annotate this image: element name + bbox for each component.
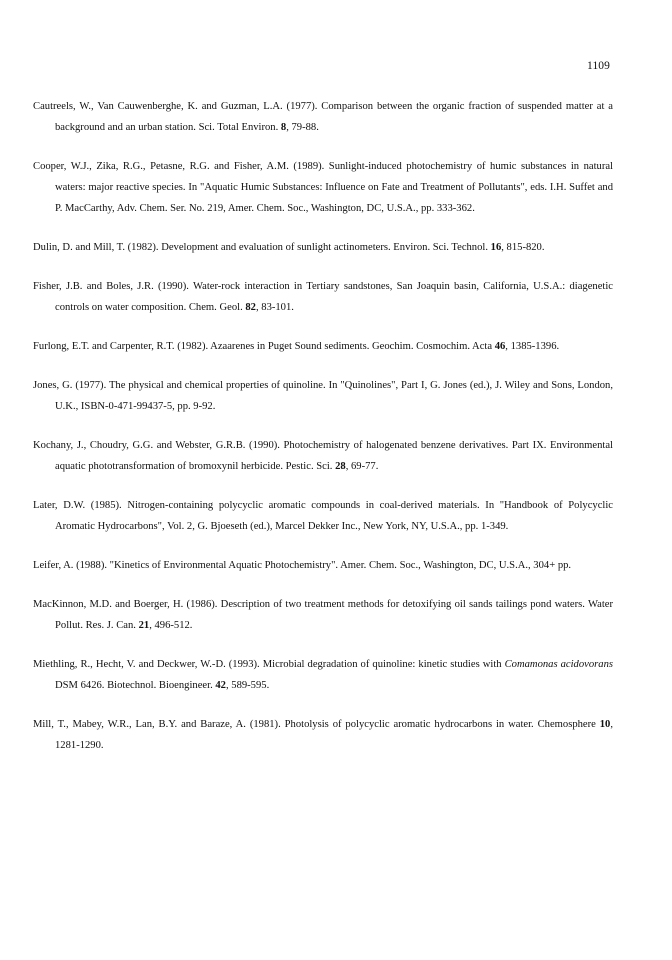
reference-entry: Jones, G. (1977). The physical and chemical properties of quinoline. In "Quinolines", Part I, G. Jones (ed.), J. Wiley and Sons, London, U.K., ISBN-0-471-99437-5, pp. 9-92. <box>33 380 613 412</box>
reference-entry: Mill, T., Mabey, W.R., Lan, B.Y. and Baraze, A. (1981). Photolysis of polycyclic aromatic hydrocarbons in water. Chemosphere 10, 1281-1290. <box>33 719 613 751</box>
reference-entry: Leifer, A. (1988). "Kinetics of Environmental Aquatic Photochemistry". Amer. Chem. Soc., Washington, DC, U.S.A., 304+ pp. <box>33 560 572 571</box>
reference-entry: Miethling, R., Hecht, V. and Deckwer, W.-D. (1993). Microbial degradation of quinoline: kinetic studies with Comamonas acidovorans DSM 6426. Biotechnol. Bioengineer. 42, 589-595. <box>33 659 613 691</box>
reference-entry: Cooper, W.J., Zika, R.G., Petasne, R.G. and Fisher, A.M. (1989). Sunlight-induced photochemistry of humic substances in natural waters: major reactive species. In "Aquatic Humic Substances: Influence on Fate and Treatment of Pollutants", eds. I.H. Suffet and P. MacCarthy, Adv. Chem. Ser. No. 219, Amer. Chem. Soc., Washington, DC, U.S.A., pp. 333-362. <box>33 161 613 214</box>
reference-list <box>33 96 613 756</box>
reference-entry: MacKinnon, M.D. and Boerger, H. (1986). Description of two treatment methods for detoxifying oil sands tailings pond waters. Water Pollut. Res. J. Can. 21, 496-512. <box>33 599 613 631</box>
reference-entry: Fisher, J.B. and Boles, J.R. (1990). Water-rock interaction in Tertiary sandstones, San Joaquin basin, California, U.S.A.: diagenetic controls on water composition. Chem. Geol. 82, 83-101. <box>33 281 613 313</box>
reference-entry: Later, D.W. (1985). Nitrogen-containing polycyclic aromatic compounds in coal-derived materials. In "Handbook of Polycyclic Aromatic Hydrocarbons", Vol. 2, G. Bjoeseth (ed.), Marcel Dekker Inc., New York, NY, U.S.A., pp. 1-349. <box>33 500 613 532</box>
reference-entry: Furlong, E.T. and Carpenter, R.T. (1982). Azaarenes in Puget Sound sediments. Geochim. Cosmochim. Acta 46, 1385-1396. <box>33 341 560 352</box>
reference-entry: Cautreels, W., Van Cauwenberghe, K. and Guzman, L.A. (1977). Comparison between the organic fraction of suspended matter at a background and an urban station. Sci. Total Environ. 8, 79-88. <box>33 101 613 133</box>
reference-entry: Kochany, J., Choudry, G.G. and Webster, G.R.B. (1990). Photochemistry of halogenated benzene derivatives. Part IX. Environmental aquatic phototransformation of bromoxynil herbicide. Pestic. Sci. 28, 69-77. <box>33 440 613 472</box>
page-number: 1109 <box>587 60 610 72</box>
reference-entry: Dulin, D. and Mill, T. (1982). Development and evaluation of sunlight actinometers. Environ. Sci. Technol. 16, 815-820. <box>33 242 545 253</box>
